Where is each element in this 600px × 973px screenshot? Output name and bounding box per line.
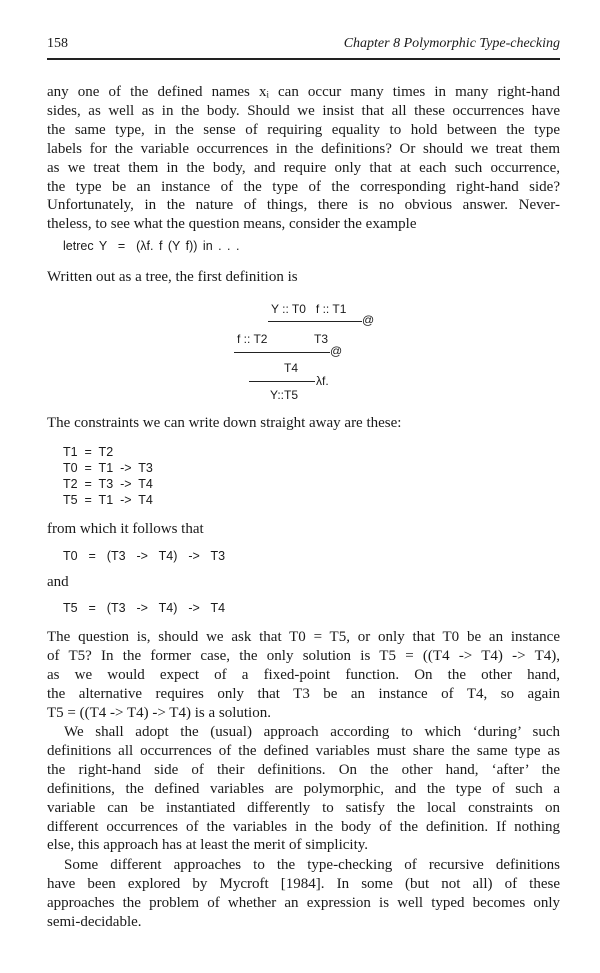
follows-equation: T0 = (T3 -> T4) -> T3 xyxy=(63,549,226,563)
text-line: the type be an instance of the type of the corresponding right-hand side? xyxy=(47,178,560,195)
text-line: T2 = T3 -> T4 xyxy=(63,477,153,491)
tree-lambda: λf. xyxy=(316,374,329,388)
paragraph-3 xyxy=(47,723,560,855)
text-line: have been explored by Mycroft [1984]. In some (but not all) of these xyxy=(47,875,560,892)
text-line: of T5? In the former case, the only solution is T5 = ((T4 -> T4) -> T4), xyxy=(47,647,560,664)
text-line: Unfortunately, in the nature of things, there is no obvious answer. Never- xyxy=(47,197,560,214)
text-line: T0 = T1 -> T3 xyxy=(63,461,153,475)
text-line: the same type, in the sense of requiring equality to hold between the type xyxy=(47,121,560,138)
text-line: any one of the defined names xᵢ can occur many times in many right-hand xyxy=(47,84,560,100)
tree-root: Y::T5 xyxy=(270,388,299,402)
tree-app1: @ xyxy=(362,313,375,327)
tree-app2: @ xyxy=(330,344,343,358)
text-line: the alternative requires only that T3 be an instance of T4, so again xyxy=(47,685,560,702)
text-line: The question is, should we ask that T0 = T5, or only that T0 be an instance xyxy=(47,629,560,645)
text-line: labels for the variable occurrences in the definitions? Or should we treat them xyxy=(47,140,560,157)
follows-intro: from which it follows that xyxy=(47,521,204,537)
text-line: theless, to see what the question means, consider the example xyxy=(47,216,417,233)
tree-rule-3 xyxy=(249,381,315,382)
running-title: Chapter 8 Polymorphic Type-checking xyxy=(343,36,560,51)
paragraph-2 xyxy=(47,628,560,723)
text-line: sides, as well as in the body. Should we insist that all these occurrences have xyxy=(47,102,560,119)
text-line: approaches the problem of whether an expression is well typed becomes only xyxy=(47,894,560,911)
text-line: variable can be instantiated differently to satisfy the local constraints on xyxy=(47,799,560,816)
tree-row1: Y :: T0 f :: T1 xyxy=(271,302,347,316)
text-line: the right-hand side of their definitions. On the other hand, ‘after’ the xyxy=(47,761,560,778)
tree-row2-left: f :: T2 xyxy=(237,332,268,346)
header-rule xyxy=(47,58,560,60)
text-line: as we treat them in the body, and require only that at each such occurrence, xyxy=(47,159,560,176)
text-line: We shall adopt the (usual) approach according to which ‘during’ such xyxy=(64,724,560,740)
and-word: and xyxy=(47,574,69,590)
text-line: T5 = T1 -> T4 xyxy=(63,493,153,507)
text-line: else, this approach has at least the merit of simplicity. xyxy=(47,837,369,854)
text-line: T1 = T2 xyxy=(63,445,114,459)
tree-rule-1 xyxy=(268,321,362,322)
text-line: definitions all occurrences of the defined variables must share the same type as xyxy=(47,742,560,759)
and-equation: T5 = (T3 -> T4) -> T4 xyxy=(63,601,226,615)
example-code: letrec Y = (λf. f (Y f)) in . . . xyxy=(63,239,240,253)
tree-intro: Written out as a tree, the first definition is xyxy=(47,269,298,285)
constraints-intro: The constraints we can write down straight away are these: xyxy=(47,415,402,431)
page-number: 158 xyxy=(47,36,68,51)
text-line: definitions, the defined variables are polymorphic, and the type of such a xyxy=(47,780,560,797)
paragraph-1 xyxy=(47,83,560,234)
tree-rule-2 xyxy=(234,352,330,353)
constraints-list xyxy=(63,444,153,508)
text-line: semi-decidable. xyxy=(47,913,142,930)
text-line: different occurrences of the variables in the body of the definition. If nothing xyxy=(47,818,560,835)
tree-row3: T4 xyxy=(284,361,299,375)
text-line: T5 = ((T4 -> T4) -> T4) is a solution. xyxy=(47,704,271,721)
tree-row2-right: T3 xyxy=(314,332,329,346)
text-line: as we would expect of a fixed-point function. On the other hand, xyxy=(47,666,560,683)
paragraph-4 xyxy=(47,856,560,932)
text-line: Some different approaches to the type-checking of recursive definitions xyxy=(64,857,560,873)
